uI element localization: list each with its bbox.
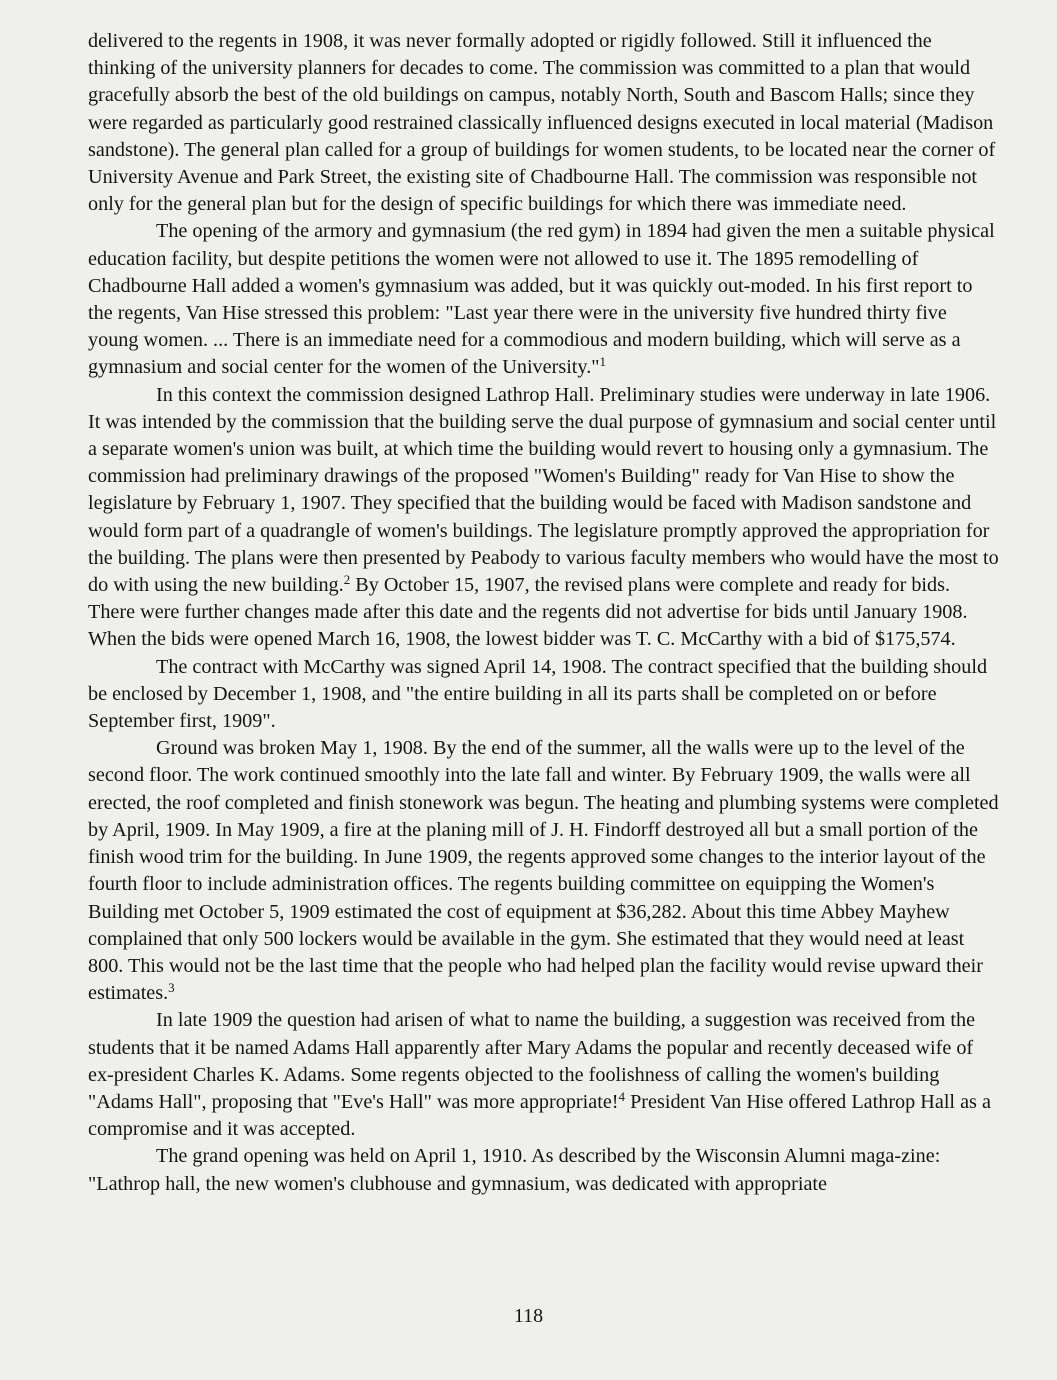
paragraph-4: The contract with McCarthy was signed April 14, 1908. The contract specified that the building should be enclosed by December 1, 1908, and "the entire building in all its parts shall be completed on or before September first, 1909".: [88, 655, 988, 733]
paragraph-2: The opening of the armory and gymnasium (the red gym) in 1894 had given the men a suitable physical education facility, but despite petitions the women were not allowed to use it. The 1895 remodelling of Chadbourne Hall added a women's gymnasium was added, but it was quickly out-moded. In his first report to the regents, Van Hise stressed this problem: "Last year there were in the university five hundred thirty five young women. ... There is an immediate need for a commodious and modern building, which will serve as a gymnasium and social center for the women of the University."$^1$: [88, 220, 995, 379]
footnote-ref-3: 3: [168, 980, 175, 996]
paragraph-7: The grand opening was held on April 1, 1910. As described by the Wisconsin Alumni maga-zine: "Lathrop hall, the new women's clubhouse and gymnasium, was dedicated with appropriate: [88, 1145, 941, 1195]
paragraph-5: Ground was broken May 1, 1908. By the end of the summer, all the walls were up to the level of the second floor. The work continued smoothly into the late fall and winter. By February 1909, the walls were all erected, the roof completed and finish stonework was begun. The heating and plumbing systems were completed by April, 1909. In May 1909, a fire at the planing mill of J. H. Findorff destroyed all but a small portion of the finish wood trim for the building. In June 1909, the regents approved some changes to the interior layout of the fourth floor to include administration offices. The regents building committee on equipping the Women's Building met October 5, 1909 estimated the cost of equipment at $36,282. About this time Abbey Mayhew complained that only 500 lockers would be available in the gym. She estimated that they would need at least 800. This would not be the last time that the people who had helped plan the facility would revise upward their estimates.$^3$: [88, 737, 999, 1005]
body-text: [88, 28, 1000, 1198]
paragraph-6: In late 1909 the question had arisen of what to name the building, a suggestion was received from the students that it be named Adams Hall apparently after Mary Adams the popular and recently deceased wife of ex-president Charles K. Adams. Some regents objected to the foolishness of calling the women's building "Adams Hall", proposing that "Eve's Hall" was more appropriate!$^4$ President Van Hise offered Lathrop Hall as a compromise and it was accepted.: [88, 1009, 991, 1141]
paragraph-1: delivered to the regents in 1908, it was never formally adopted or rigidly followed. Still it influenced the thinking of the university planners for decades to come. The commission was committed to a plan that would gracefully absorb the best of the old buildings on campus, notably North, South and Bascom Halls; since they were regarded as particularly good restrained classically influenced designs executed in local material (Madison sandstone). The general plan called for a group of buildings for women students, to be located near the corner of University Avenue and Park Street, the existing site of Chadbourne Hall. The commission was responsible not only for the general plan but for the design of specific buildings for which there was immediate need.: [88, 30, 996, 216]
page-number: 118: [513, 1305, 544, 1327]
footnote-ref-4: 4: [618, 1088, 626, 1104]
footnote-ref-2: 2: [343, 572, 351, 588]
paragraph-3: In this context the commission designed Lathrop Hall. Preliminary studies were underway in late 1906. It was intended by the commission that the building serve the dual purpose of gymnasium and social center until a separate women's union was built, at which time the building would revert to housing only a gymnasium. The commission had preliminary drawings of the proposed "Women's Building" ready for Van Hise to show the legislature by February 1, 1907. They specified that the building would be faced with Madison sandstone and would form part of a quadrangle of women's buildings. The legislature promptly approved the appropriation for the building. The plans were then presented by Peabody to various faculty members who would have the most to do with using the new building.$^2$ By October 15, 1907, the revised plans were complete and ready for bids. There were further changes made after this date and the regents did not advertise for bids until January 1908. When the bids were opened March 16, 1908, the lowest bidder was T. C. McCarthy with a bid of $175,574.: [88, 383, 999, 651]
footnote-ref-1: 1: [599, 354, 606, 370]
